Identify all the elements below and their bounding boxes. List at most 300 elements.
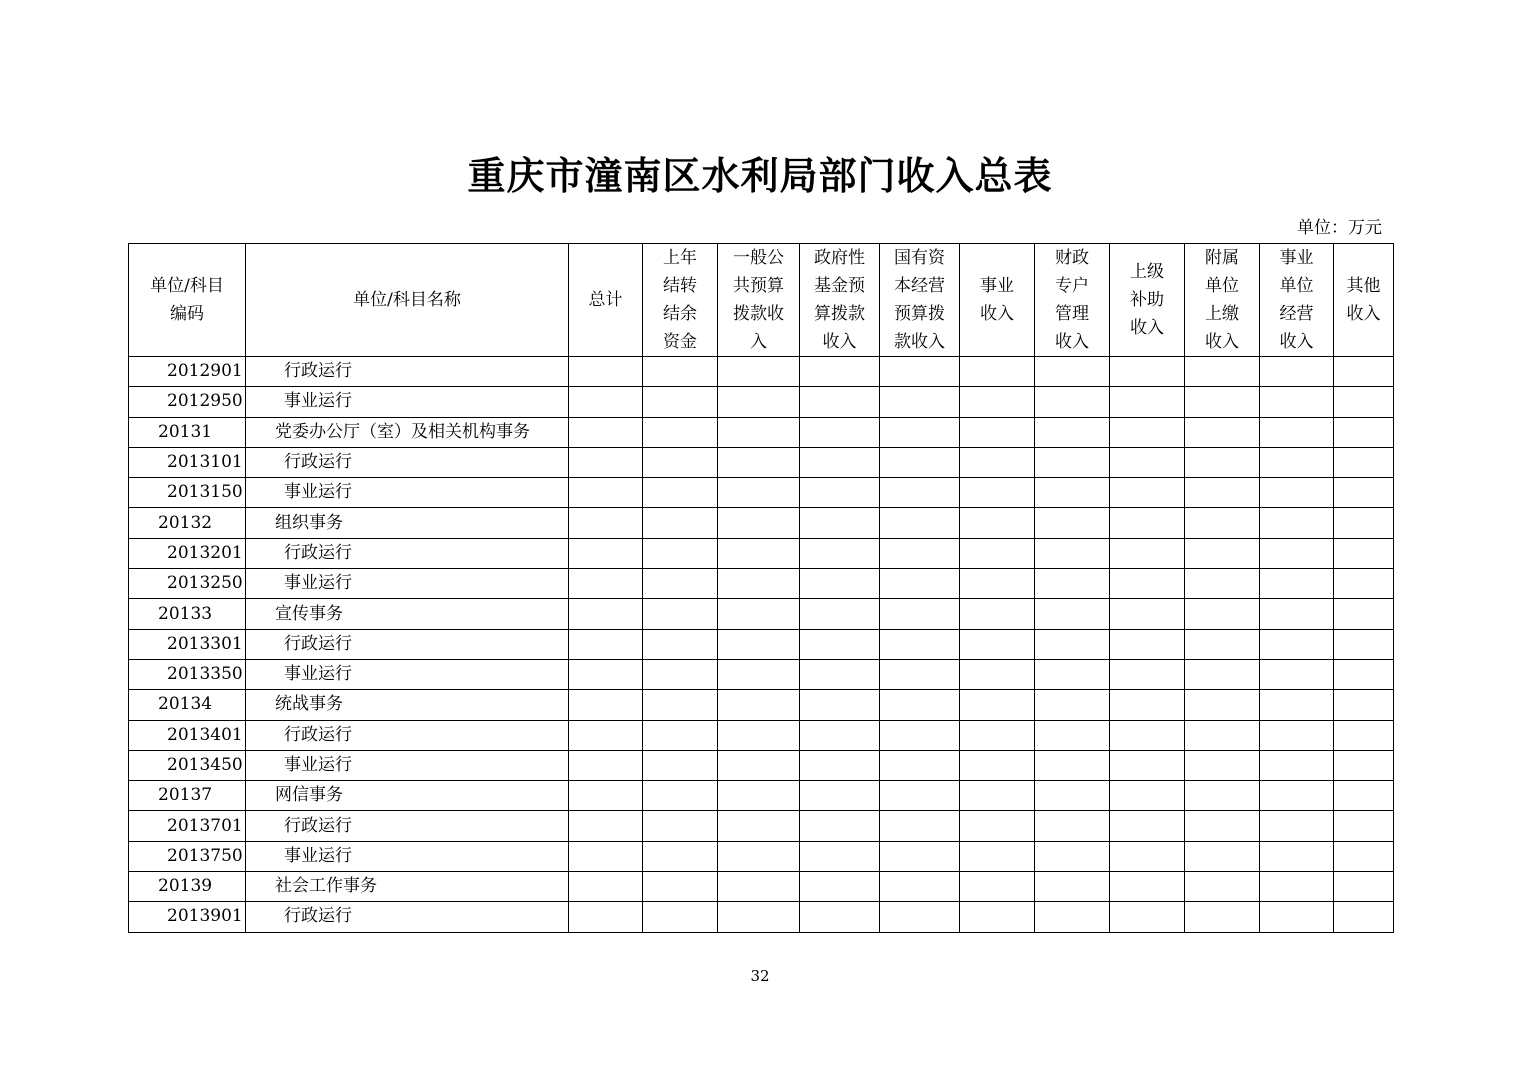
amount-cell — [880, 872, 960, 902]
amount-cell — [1185, 387, 1260, 417]
amount-cell — [718, 629, 800, 659]
amount-cell — [880, 599, 960, 629]
amount-cell — [960, 781, 1035, 811]
column-header-line: 经营 — [1279, 304, 1314, 324]
table-row — [129, 357, 1394, 387]
table-row — [129, 781, 1394, 811]
amount-cell — [880, 357, 960, 387]
amount-cell — [718, 781, 800, 811]
column-header-line: 本经营 — [894, 276, 945, 296]
amount-cell — [643, 781, 718, 811]
amount-cell — [800, 569, 880, 599]
amount-cell — [718, 538, 800, 568]
amount-cell — [1260, 447, 1334, 477]
amount-cell — [718, 872, 800, 902]
amount-cell — [1110, 508, 1185, 538]
amount-cell — [643, 720, 718, 750]
amount-cell — [880, 508, 960, 538]
amount-cell — [1110, 841, 1185, 871]
amount-cell — [1260, 720, 1334, 750]
amount-cell — [800, 872, 880, 902]
amount-cell — [880, 447, 960, 477]
amount-cell — [718, 841, 800, 871]
amount-cell — [643, 659, 718, 689]
column-header — [1334, 244, 1394, 357]
amount-cell — [718, 690, 800, 720]
subject-name-cell: 事业运行 — [246, 387, 569, 417]
subject-name-cell: 事业运行 — [246, 659, 569, 689]
column-header-line: 算拨款 — [814, 304, 865, 324]
amount-cell — [569, 902, 643, 932]
amount-cell — [1110, 599, 1185, 629]
column-header-line: 政府性 — [814, 248, 865, 268]
amount-cell — [880, 417, 960, 447]
amount-cell — [718, 387, 800, 417]
table-row — [129, 659, 1394, 689]
amount-cell — [718, 417, 800, 447]
subject-code-cell: 2013201 — [129, 538, 246, 568]
amount-cell — [880, 841, 960, 871]
amount-cell — [1110, 387, 1185, 417]
amount-cell — [800, 447, 880, 477]
column-header-line: 单位 — [1279, 276, 1314, 296]
amount-cell — [1110, 629, 1185, 659]
amount-cell — [1260, 659, 1334, 689]
amount-cell — [569, 508, 643, 538]
amount-cell — [1185, 750, 1260, 780]
amount-cell — [1035, 569, 1110, 599]
amount-cell — [1334, 538, 1394, 568]
column-header-line: 单位/科目名称 — [353, 290, 461, 310]
amount-cell — [960, 690, 1035, 720]
amount-cell — [1334, 417, 1394, 447]
subject-code-cell: 20139 — [129, 872, 246, 902]
amount-cell — [960, 357, 1035, 387]
column-header-line: 其他 — [1346, 276, 1381, 296]
column-header-line: 单位 — [1205, 276, 1239, 296]
subject-name-cell: 社会工作事务 — [246, 872, 569, 902]
amount-cell — [569, 357, 643, 387]
subject-code-cell: 2012901 — [129, 357, 246, 387]
amount-cell — [1334, 629, 1394, 659]
column-header-line: 上年 — [663, 248, 697, 268]
amount-cell — [1035, 872, 1110, 902]
amount-cell — [1260, 841, 1334, 871]
amount-cell — [569, 629, 643, 659]
amount-cell — [1110, 781, 1185, 811]
amount-cell — [1185, 811, 1260, 841]
amount-cell — [643, 811, 718, 841]
amount-cell — [880, 690, 960, 720]
amount-cell — [1185, 447, 1260, 477]
column-header — [718, 244, 800, 357]
amount-cell — [800, 659, 880, 689]
amount-cell — [1035, 841, 1110, 871]
amount-cell — [960, 902, 1035, 932]
amount-cell — [1185, 569, 1260, 599]
amount-cell — [569, 750, 643, 780]
income-summary-table — [128, 243, 1394, 933]
subject-code-cell: 2013350 — [129, 659, 246, 689]
amount-cell — [718, 659, 800, 689]
amount-cell — [960, 569, 1035, 599]
column-header — [880, 244, 960, 357]
amount-cell — [1334, 690, 1394, 720]
amount-cell — [718, 750, 800, 780]
column-header-line: 财政 — [1055, 248, 1089, 268]
amount-cell — [643, 387, 718, 417]
amount-cell — [1260, 690, 1334, 720]
table-row — [129, 872, 1394, 902]
amount-cell — [880, 720, 960, 750]
amount-cell — [643, 872, 718, 902]
amount-cell — [1110, 720, 1185, 750]
amount-cell — [800, 902, 880, 932]
amount-cell — [960, 659, 1035, 689]
table-row — [129, 811, 1394, 841]
amount-cell — [960, 478, 1035, 508]
amount-cell — [1185, 417, 1260, 447]
amount-cell — [1110, 811, 1185, 841]
amount-cell — [1334, 659, 1394, 689]
amount-cell — [960, 508, 1035, 538]
table-body — [129, 357, 1394, 933]
amount-cell — [800, 841, 880, 871]
subject-code-cell: 2013701 — [129, 811, 246, 841]
amount-cell — [643, 447, 718, 477]
amount-cell — [1334, 447, 1394, 477]
subject-code-cell: 2013301 — [129, 629, 246, 659]
amount-cell — [643, 508, 718, 538]
table-row — [129, 538, 1394, 568]
table-row — [129, 508, 1394, 538]
column-header — [960, 244, 1035, 357]
amount-cell — [960, 447, 1035, 477]
amount-cell — [643, 750, 718, 780]
column-header-line: 单位/科目 — [150, 276, 224, 296]
amount-cell — [1110, 417, 1185, 447]
amount-cell — [718, 599, 800, 629]
column-header-line: 收入 — [980, 304, 1014, 324]
amount-cell — [643, 629, 718, 659]
amount-cell — [960, 872, 1035, 902]
amount-cell — [800, 750, 880, 780]
table-row — [129, 690, 1394, 720]
amount-cell — [1260, 569, 1334, 599]
table-header — [129, 244, 1394, 357]
amount-cell — [1110, 902, 1185, 932]
amount-cell — [1260, 872, 1334, 902]
page-title: 重庆市潼南区水利局部门收入总表 — [467, 153, 1053, 198]
amount-cell — [1334, 841, 1394, 871]
amount-cell — [569, 569, 643, 599]
amount-cell — [1185, 872, 1260, 902]
amount-cell — [1035, 387, 1110, 417]
amount-cell — [1110, 569, 1185, 599]
amount-cell — [1110, 357, 1185, 387]
subject-code-cell: 2013750 — [129, 841, 246, 871]
amount-cell — [569, 387, 643, 417]
column-header-line: 预算拨 — [894, 304, 945, 324]
column-header-line: 拨款收 — [733, 304, 784, 324]
amount-cell — [1035, 781, 1110, 811]
amount-cell — [960, 538, 1035, 568]
amount-cell — [569, 659, 643, 689]
amount-cell — [569, 841, 643, 871]
column-header-line: 上级 — [1130, 262, 1164, 282]
amount-cell — [569, 811, 643, 841]
amount-cell — [718, 478, 800, 508]
subject-name-cell: 党委办公厅（室）及相关机构事务 — [246, 417, 569, 447]
amount-cell — [1035, 538, 1110, 568]
amount-cell — [569, 690, 643, 720]
column-header-line: 收入 — [1346, 304, 1381, 324]
amount-cell — [1185, 357, 1260, 387]
amount-cell — [643, 902, 718, 932]
subject-name-cell: 行政运行 — [246, 357, 569, 387]
amount-cell — [800, 599, 880, 629]
amount-cell — [1185, 902, 1260, 932]
subject-name-cell: 事业运行 — [246, 750, 569, 780]
amount-cell — [1260, 629, 1334, 659]
amount-cell — [718, 357, 800, 387]
amount-cell — [1035, 659, 1110, 689]
amount-cell — [960, 417, 1035, 447]
table-row — [129, 478, 1394, 508]
amount-cell — [569, 447, 643, 477]
amount-cell — [1185, 659, 1260, 689]
amount-cell — [1334, 811, 1394, 841]
amount-cell — [1334, 872, 1394, 902]
amount-cell — [1110, 872, 1185, 902]
table-row — [129, 629, 1394, 659]
amount-cell — [800, 478, 880, 508]
amount-cell — [1185, 781, 1260, 811]
amount-cell — [1260, 387, 1334, 417]
subject-name-cell: 行政运行 — [246, 629, 569, 659]
subject-code-cell: 20132 — [129, 508, 246, 538]
amount-cell — [1334, 357, 1394, 387]
column-header-line: 专户 — [1055, 276, 1089, 296]
column-header-line: 入 — [750, 332, 767, 352]
amount-cell — [1185, 690, 1260, 720]
column-header-line: 补助 — [1130, 290, 1164, 310]
subject-code-cell: 2013450 — [129, 750, 246, 780]
amount-cell — [1110, 538, 1185, 568]
header-row — [129, 244, 1394, 357]
amount-cell — [1110, 659, 1185, 689]
amount-cell — [1334, 599, 1394, 629]
subject-code-cell: 20137 — [129, 781, 246, 811]
amount-cell — [960, 811, 1035, 841]
amount-cell — [1035, 629, 1110, 659]
amount-cell — [1334, 902, 1394, 932]
column-header — [643, 244, 718, 357]
subject-name-cell: 行政运行 — [246, 902, 569, 932]
subject-name-cell: 网信事务 — [246, 781, 569, 811]
page-number: 32 — [750, 967, 770, 985]
amount-cell — [960, 720, 1035, 750]
amount-cell — [800, 629, 880, 659]
column-header-line: 事业 — [980, 276, 1014, 296]
amount-cell — [1185, 508, 1260, 538]
column-header — [1035, 244, 1110, 357]
amount-cell — [800, 538, 880, 568]
amount-cell — [1035, 508, 1110, 538]
amount-cell — [880, 478, 960, 508]
table-row — [129, 447, 1394, 477]
amount-cell — [1260, 750, 1334, 780]
amount-cell — [718, 508, 800, 538]
subject-code-cell: 2013150 — [129, 478, 246, 508]
column-header-line: 管理 — [1055, 304, 1089, 324]
amount-cell — [1185, 720, 1260, 750]
amount-cell — [1260, 538, 1334, 568]
amount-cell — [569, 720, 643, 750]
amount-cell — [569, 781, 643, 811]
amount-cell — [1185, 538, 1260, 568]
amount-cell — [718, 811, 800, 841]
column-header-line: 国有资 — [894, 248, 945, 268]
amount-cell — [1334, 569, 1394, 599]
subject-code-cell: 2013901 — [129, 902, 246, 932]
amount-cell — [1035, 750, 1110, 780]
amount-cell — [880, 781, 960, 811]
amount-cell — [1334, 750, 1394, 780]
subject-name-cell: 事业运行 — [246, 569, 569, 599]
subject-code-cell: 20134 — [129, 690, 246, 720]
table-row — [129, 599, 1394, 629]
amount-cell — [800, 387, 880, 417]
subject-code-cell: 2012950 — [129, 387, 246, 417]
amount-cell — [880, 811, 960, 841]
subject-name-cell: 行政运行 — [246, 720, 569, 750]
amount-cell — [960, 387, 1035, 417]
subject-name-cell: 组织事务 — [246, 508, 569, 538]
amount-cell — [880, 569, 960, 599]
amount-cell — [800, 357, 880, 387]
amount-cell — [800, 508, 880, 538]
amount-cell — [1110, 690, 1185, 720]
amount-cell — [643, 599, 718, 629]
subject-code-cell: 2013101 — [129, 447, 246, 477]
amount-cell — [569, 872, 643, 902]
column-header — [1185, 244, 1260, 357]
amount-cell — [880, 750, 960, 780]
amount-cell — [960, 841, 1035, 871]
amount-cell — [1334, 720, 1394, 750]
subject-name-cell: 事业运行 — [246, 841, 569, 871]
column-header-line: 资金 — [663, 332, 697, 352]
amount-cell — [880, 902, 960, 932]
column-header-line: 上缴 — [1205, 304, 1239, 324]
column-header-line: 附属 — [1205, 248, 1239, 268]
unit-label: 单位：万元 — [1297, 218, 1382, 238]
subject-name-cell: 宣传事务 — [246, 599, 569, 629]
amount-cell — [960, 750, 1035, 780]
column-header-line: 收入 — [1279, 332, 1314, 352]
amount-cell — [800, 690, 880, 720]
amount-cell — [880, 387, 960, 417]
amount-cell — [643, 478, 718, 508]
amount-cell — [643, 538, 718, 568]
amount-cell — [1035, 902, 1110, 932]
amount-cell — [569, 599, 643, 629]
subject-name-cell: 行政运行 — [246, 447, 569, 477]
amount-cell — [1185, 841, 1260, 871]
amount-cell — [1260, 902, 1334, 932]
column-header-line: 款收入 — [894, 332, 945, 352]
table-row — [129, 569, 1394, 599]
amount-cell — [1185, 478, 1260, 508]
amount-cell — [718, 720, 800, 750]
amount-cell — [1334, 781, 1394, 811]
column-header-line: 收入 — [1055, 332, 1089, 352]
column-header-line: 一般公 — [733, 248, 784, 268]
amount-cell — [1110, 447, 1185, 477]
amount-cell — [569, 478, 643, 508]
amount-cell — [1035, 690, 1110, 720]
column-header-line: 总计 — [588, 290, 623, 310]
column-header-line: 收入 — [1130, 318, 1164, 338]
column-header-line: 收入 — [1205, 332, 1239, 352]
amount-cell — [800, 781, 880, 811]
amount-cell — [643, 357, 718, 387]
amount-cell — [1035, 357, 1110, 387]
amount-cell — [960, 629, 1035, 659]
table-row — [129, 750, 1394, 780]
amount-cell — [1260, 811, 1334, 841]
amount-cell — [960, 599, 1035, 629]
amount-cell — [1260, 357, 1334, 387]
amount-cell — [718, 569, 800, 599]
amount-cell — [1260, 508, 1334, 538]
column-header-line: 共预算 — [733, 276, 784, 296]
column-header — [569, 244, 643, 357]
amount-cell — [718, 902, 800, 932]
amount-cell — [569, 417, 643, 447]
column-header — [246, 244, 569, 357]
amount-cell — [1035, 720, 1110, 750]
amount-cell — [643, 417, 718, 447]
table-row — [129, 841, 1394, 871]
table-row — [129, 417, 1394, 447]
column-header-line: 结余 — [663, 304, 697, 324]
amount-cell — [800, 417, 880, 447]
column-header — [800, 244, 880, 357]
amount-cell — [1260, 599, 1334, 629]
subject-code-cell: 20131 — [129, 417, 246, 447]
amount-cell — [880, 659, 960, 689]
amount-cell — [1260, 781, 1334, 811]
table-row — [129, 902, 1394, 932]
column-header — [1110, 244, 1185, 357]
amount-cell — [1035, 599, 1110, 629]
subject-name-cell: 行政运行 — [246, 811, 569, 841]
amount-cell — [800, 720, 880, 750]
subject-name-cell: 统战事务 — [246, 690, 569, 720]
amount-cell — [880, 629, 960, 659]
subject-code-cell: 20133 — [129, 599, 246, 629]
amount-cell — [643, 690, 718, 720]
amount-cell — [1334, 387, 1394, 417]
table-row — [129, 720, 1394, 750]
amount-cell — [1185, 599, 1260, 629]
subject-code-cell: 2013250 — [129, 569, 246, 599]
amount-cell — [1035, 478, 1110, 508]
amount-cell — [643, 569, 718, 599]
column-header-line: 事业 — [1279, 248, 1314, 268]
